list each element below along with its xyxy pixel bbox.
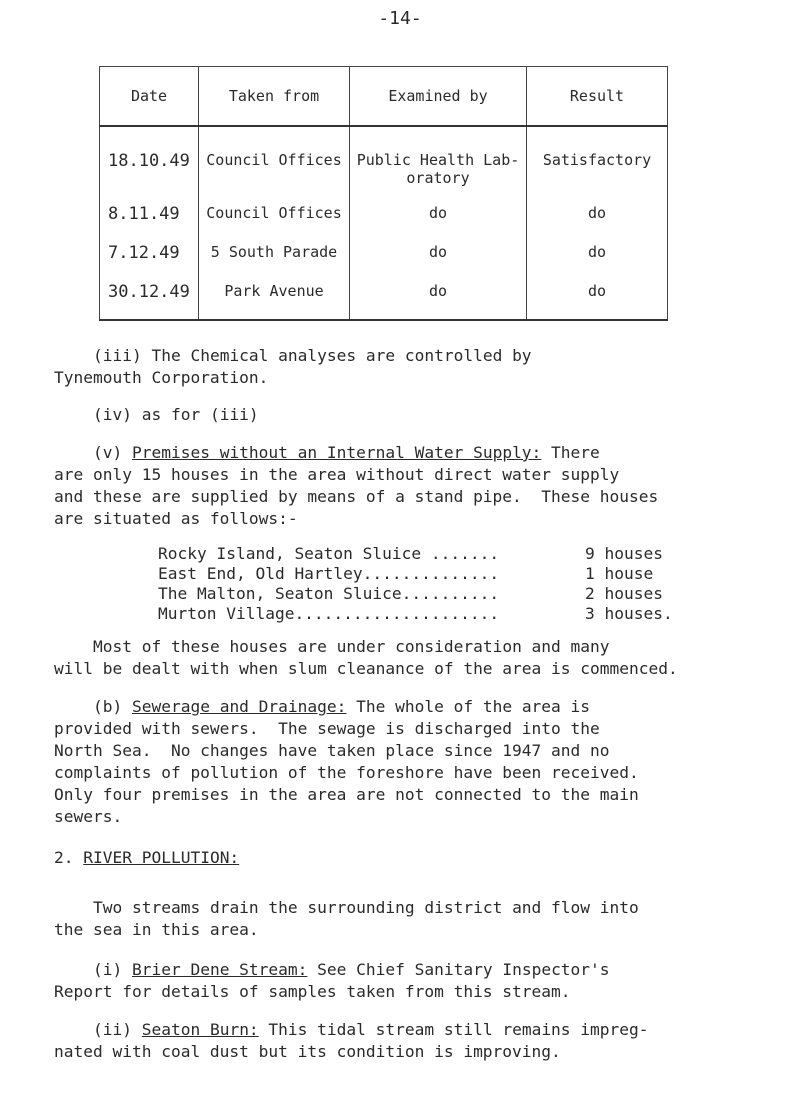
para-v-line-1	[93, 443, 600, 463]
para-ii-line-2: nated with coal dust but its condition is improving.	[54, 1042, 561, 1061]
para-v-line-2: are only 15 houses in the area without direct water supply	[54, 465, 620, 484]
cell-date: 8.11.49	[100, 196, 199, 235]
para-b-line-1	[93, 697, 590, 717]
table-row	[100, 235, 668, 274]
para-iii-line-2: Tynemouth Corporation.	[54, 368, 269, 387]
location-count: 9 houses	[585, 544, 663, 563]
para-i-line-1	[93, 960, 610, 980]
para-i-lead: (i)	[93, 960, 132, 979]
header-date: Date	[100, 67, 199, 126]
para-b-line-3: North Sea. No changes have taken place since 1947 and no	[54, 741, 610, 760]
header-taken-from: Taken from	[199, 67, 350, 126]
cell-date: 7.12.49	[100, 235, 199, 274]
section-2-title: RIVER POLLUTION:	[83, 848, 240, 867]
para-ii-lead: (ii)	[93, 1020, 142, 1039]
para-v-lead: (v)	[93, 443, 132, 462]
para-b-lead: (b)	[93, 697, 132, 716]
para-v-line-3: and these are supplied by means of a stand pipe. These houses	[54, 487, 659, 506]
cell-taken-from: 5 South Parade	[199, 235, 350, 274]
location-place: East End, Old Hartley..............	[158, 564, 500, 583]
cell-result: do	[527, 274, 668, 320]
para-v-rest: There	[541, 443, 600, 462]
para-b-heading: Sewerage and Drainage:	[131, 697, 347, 716]
cell-examined-by: do	[350, 235, 527, 274]
para-most-line-1: Most of these houses are under consideration and many	[93, 637, 610, 656]
para-b-line-4: complaints of pollution of the foreshore have been received.	[54, 763, 639, 782]
para-streams-line-2: the sea in this area.	[54, 920, 259, 939]
cell-result: Satisfactory	[527, 126, 668, 196]
para-v-heading: Premises without an Internal Water Supply:	[131, 443, 542, 462]
para-b-line-5: Only four premises in the area are not connected to the main	[54, 785, 639, 804]
page-number: -14-	[378, 8, 422, 29]
cell-taken-from: Council Offices	[199, 196, 350, 235]
location-count: 1 house	[585, 564, 654, 583]
table-row	[100, 196, 668, 235]
para-b-line-6: sewers.	[54, 807, 123, 826]
para-streams-line-1: Two streams drain the surrounding district and flow into	[93, 898, 639, 917]
cell-result: do	[527, 235, 668, 274]
table-row	[100, 274, 668, 320]
header-examined-by: Examined by	[350, 67, 527, 126]
para-most-line-2: will be dealt with when slum cleanance of the area is commenced.	[54, 659, 678, 678]
table-header-row	[100, 67, 668, 126]
location-place: Rocky Island, Seaton Sluice .......	[158, 544, 500, 563]
cell-examined-by: Public Health Lab-oratory	[350, 126, 527, 196]
para-i-line-2: Report for details of samples taken from this stream.	[54, 982, 571, 1001]
para-v-line-4: are situated as follows:-	[54, 509, 298, 528]
cell-date: 18.10.49	[100, 126, 199, 196]
location-count: 2 houses	[585, 584, 663, 603]
table-row	[100, 126, 668, 196]
section-2-heading	[54, 848, 239, 868]
section-2-lead: 2.	[54, 848, 84, 867]
para-b-line-2: provided with sewers. The sewage is discharged into the	[54, 719, 600, 738]
cell-taken-from: Council Offices	[199, 126, 350, 196]
para-iii-line-1: (iii) The Chemical analyses are controlled by	[93, 346, 532, 365]
para-iv: (iv) as for (iii)	[93, 405, 259, 424]
location-count: 3 houses.	[585, 604, 673, 623]
samples-table	[99, 66, 668, 321]
header-result: Result	[527, 67, 668, 126]
cell-taken-from: Park Avenue	[199, 274, 350, 320]
para-b-rest: The whole of the area is	[346, 697, 591, 716]
location-place: The Malton, Seaton Sluice..........	[158, 584, 500, 603]
para-ii-rest: This tidal stream still remains impreg-	[258, 1020, 649, 1039]
para-i-rest: See Chief Sanitary Inspector's	[307, 960, 610, 979]
para-i-heading: Brier Dene Stream:	[131, 960, 308, 979]
para-ii-line-1	[93, 1020, 649, 1040]
cell-date: 30.12.49	[100, 274, 199, 320]
cell-result: do	[527, 196, 668, 235]
location-place: Murton Village.....................	[158, 604, 500, 623]
para-ii-heading: Seaton Burn:	[141, 1020, 259, 1039]
cell-examined-by: do	[350, 274, 527, 320]
cell-examined-by: do	[350, 196, 527, 235]
